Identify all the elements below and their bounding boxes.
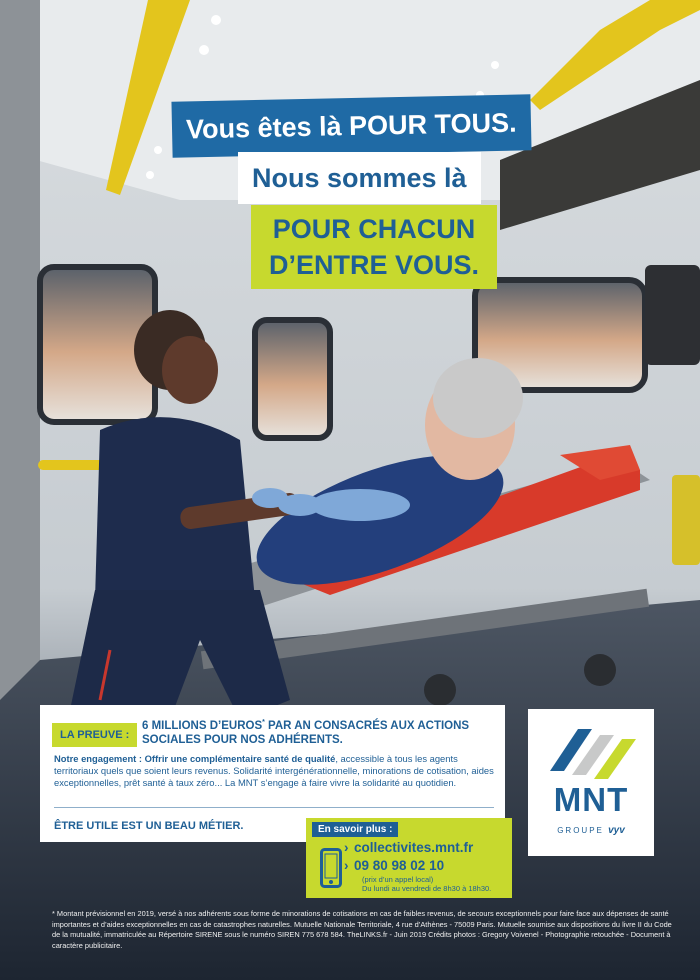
proof-badge: LA PREUVE : [52, 723, 137, 747]
engagement-text [54, 753, 499, 789]
smartphone-icon [320, 848, 342, 888]
logo-wordmark: MNT [553, 781, 629, 818]
proof-text [142, 716, 482, 747]
headline-line-2: Nous sommes là [238, 152, 481, 204]
logo-group-label [528, 825, 654, 836]
chevron-right-icon: › [344, 840, 349, 855]
chevron-right-icon: › [344, 858, 349, 873]
proof-footnote-mark: * [262, 719, 265, 726]
phone-number[interactable]: 09 80 98 02 10 [354, 858, 445, 873]
contact-box [306, 818, 512, 898]
engagement-rest: , accessible à tous les agents territoriaux quels que soient leurs revenus. Solidarité intergénérationnelle, minorations de cotisation, aides exceptionnelles, prêt santé à taux zéro... La MNT s’engage à faire vivre la solidarité au quotidien. [54, 753, 494, 788]
slogan: ÊTRE UTILE EST UN BEAU MÉTIER. [54, 820, 244, 832]
contact-title: En savoir plus : [312, 822, 398, 837]
legal-footnote: * Montant prévisionnel en 2019, versé à nos adhérents sous forme de minorations de cotisations en cas de faibles revenus, de secours exceptionnels pour faire face aux dépenses de santé importantes et d’aides exceptionnelles en cas de catastrophes naturelles. Mutuelle Nationale Territoriale, 4 rue d’Athènes - 75009 Paris. Mutuelle soumise aux dispositions du livre II du Code de la mutualité, immatriculée au Répertoire SIRENE sous le numéro SIREN 775 678 584. TheLINKS.fr - Juin 2019 Crédits photos : Gregory Voivenel - Photographie retouchée - Document à caractère publicitaire. [52, 909, 672, 950]
proof-amount: 6 MILLIONS D’EUROS [142, 719, 263, 732]
logo-group-name: vyv [608, 825, 625, 836]
phone-hours: Du lundi au vendredi de 8h30 à 18h30. [362, 884, 492, 893]
divider [54, 807, 494, 808]
logo-group-prefix: GROUPE [557, 826, 604, 835]
mnt-logo [528, 709, 654, 856]
website-link[interactable]: collectivites.mnt.fr [354, 840, 474, 855]
proof-rest: PAR AN CONSACRÉS AUX ACTIONS SOCIALES POUR NOS ADHÉRENTS. [142, 719, 470, 746]
phone-price-note: (prix d’un appel local) [362, 875, 434, 884]
engagement-lead: Notre engagement : Offrir une complémentaire santé de qualité [54, 753, 336, 764]
headline-lime-block [251, 205, 497, 289]
headline-line-3: POUR CHACUN [272, 214, 476, 244]
headline-line-1: Vous êtes là POUR TOUS. [171, 94, 531, 157]
headline-line-4: D’ENTRE VOUS. [268, 250, 480, 280]
mnt-stripes-logo [542, 721, 640, 781]
